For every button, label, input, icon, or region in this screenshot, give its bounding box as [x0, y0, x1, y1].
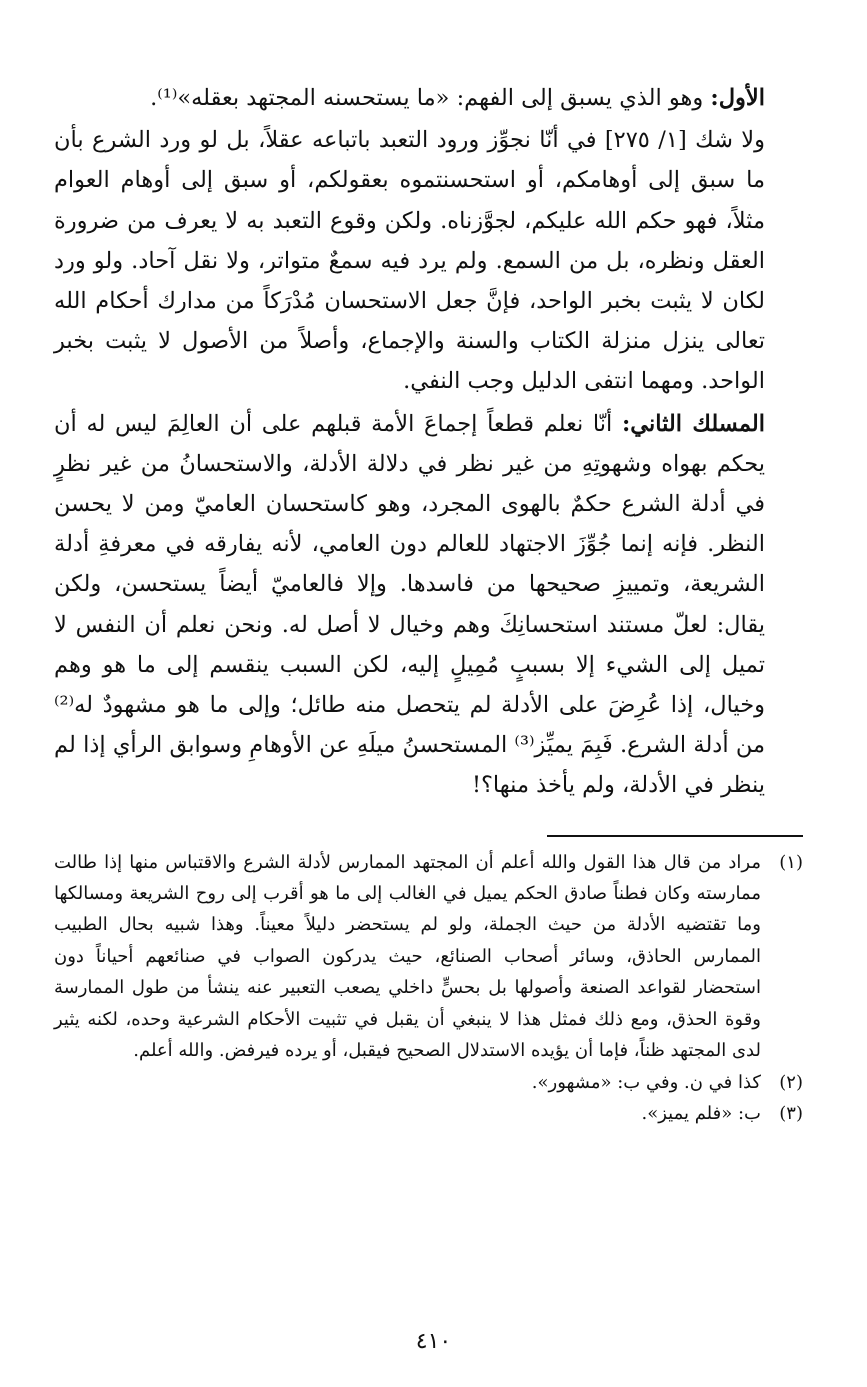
footnote-1 [54, 847, 803, 1067]
footnote-number: (٢) [779, 1071, 803, 1093]
paragraph-second-path [54, 404, 803, 806]
main-text [54, 78, 803, 806]
paragraph-lead: المسلك الثاني: [621, 410, 765, 437]
footnote-divider [547, 835, 803, 837]
footnote-number: (٣) [779, 1102, 803, 1124]
footnote-text: كذا في ن. وفي ب: «مشهور». [531, 1071, 761, 1093]
paragraph-text: وهو الذي يسبق إلى الفهم: «ما يستحسنه المجتهد بعقله»⁽¹⁾. [150, 85, 711, 111]
footnote-text: مراد من قال هذا القول والله أعلم أن المجتهد الممارس لأدلة الشرع والاقتباس منها إذا طالت ممارسته وكان فطناً صادق الحكم يميل في الغالب إلى ما هو أقرب إلى روح الشريعة ومسالكها وما تقتضيه الأدلة من حيث الجملة، ولو لم يستحضر دليلاً معيناً. وهذا شبيه بحال الطبيب الممارس الحاذق، وسائر أصحاب الصنائع، حيث يدركون الصواب في صنائعهم أحياناً دون استحضار لقواعد الصنعة وأصولها بل بحسٍّ داخلي يصعب التعبير عنه ينشأ من طول الممارسة وقوة الحذق، ومع ذلك فمثل هذا لا ينبغي أن يقبل في تثبيت الأحكام الشرعية وحده، لكنه يثير لدى المجتهد ظناً، فإما أن يؤيده الاستدلال الصحيح فيقبل، أو يرده فيرفض. والله أعلم. [54, 851, 761, 1062]
footnote-2 [54, 1067, 803, 1098]
footnote-3 [54, 1098, 803, 1129]
paragraph-text: ولا شك [١/ ٢٧٥] في أنّا نجوِّز ورود التعبد باتباعه عقلاً، بل لو ورد الشرع بأن ما سبق إلى أوهامكم، أو استحسنتموه بعقولكم، أو سبق إلى أوهام العوام مثلاً، فهو حكم الله عليكم، لجوَّزناه. ولكن وقوع التعبد به لا يعرف من ضرورة العقل ونظره، بل من السمع. ولم يرد فيه سمعٌ متواتر، ولا نقل آحاد. ولو ورد لكان لا يثبت بخبر الواحد، فإنَّ جعل الاستحسان مُدْرَكاً من مدارك أحكام الله تعالى ينزل منزلة الكتاب والسنة والإجماع، وأصلاً من الأصول لا يثبت بخبر الواحد. ومهما انتفى الدليل وجب النفي. [54, 127, 765, 395]
paragraph-no-doubt [54, 120, 803, 401]
footnote-number: (١) [779, 851, 803, 873]
page-number: ٤١٠ [415, 1329, 452, 1354]
paragraph-first-reason [54, 78, 803, 118]
paragraph-lead: الأول: [710, 85, 765, 111]
footnote-text: ب: «فلم يميز». [641, 1102, 761, 1124]
paragraph-text: أنّا نعلم قطعاً إجماعَ الأمة قبلهم على أن العالِمَ ليس له أن يحكم بهواه وشهوتِهِ من غير نظر في دلالة الأدلة، والاستحسانُ من غير نظرٍ في أدلة الشرع حكمٌ بالهوى المجرد، وهو كاستحسان العاميّ ومن لا يحسن النظر. فإنه إنما جُوِّزَ الاجتهاد للعالم دون العامي، لأنه يفارقه في معرفةِ أدلة الشريعة، وتمييزِ صحيحها من فاسدها. وإلا فالعاميّ أيضاً يستحسن، ولكن يقال: لعلّ مستند استحسانِكَ وهم وخيال لا أصل له. ونحن نعلم أن النفس لا تميل إلى الشيء إلا بسببٍ مُمِيلٍ إليه، لكن السبب ينقسم إلى ما هو وهم وخيال، إذا عُرِضَ على الأدلة لم يتحصل منه طائل؛ وإلى ما هو مشهودٌ له⁽²⁾ من أدلة الشرع. فَبِمَ يميِّز⁽³⁾ المستحسنُ ميلَهِ عن الأوهامِ وسوابق الرأي إذا لم ينظر في الأدلة، ولم يأخذ منها؟! [54, 410, 765, 799]
footnotes [54, 847, 803, 1130]
